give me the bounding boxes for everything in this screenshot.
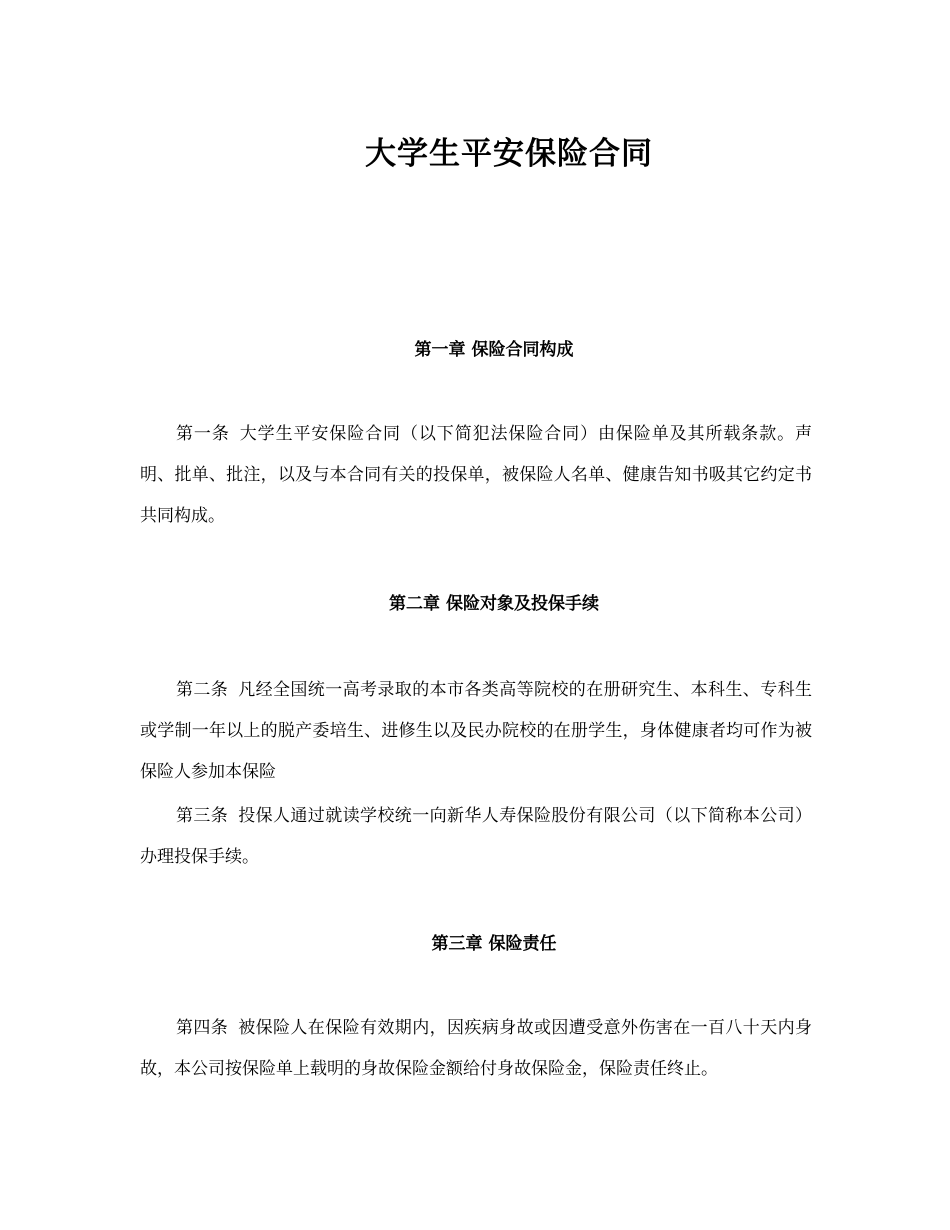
chapter-1-heading: 第一章 保险合同构成 xyxy=(414,340,574,360)
chapter-3-heading: 第三章 保险责任 xyxy=(431,934,557,954)
document-title: 大学生平安保险合同 xyxy=(365,136,653,172)
article-4-text: 被保险人在保险有效期内，因疾病身故或因遭受意外伤害在一百八十天内身故，本公司按保险单上载明的身故保险金额给付身故保险金，保险责任终止。 xyxy=(140,1018,813,1079)
article-3 xyxy=(140,796,812,878)
article-3-number: 第三条 xyxy=(176,806,229,826)
article-1 xyxy=(140,414,812,537)
article-4 xyxy=(140,1008,812,1090)
article-2-text: 凡经全国统一高考录取的本市各类高等院校的在册研究生、本科生、专科生或学制一年以上的脱产委培生、进修生以及民办院校的在册学生，身体健康者均可作为被保险人参加本保险 xyxy=(140,680,813,782)
chapter-2-heading: 第二章 保险对象及投保手续 xyxy=(389,594,599,614)
article-2 xyxy=(140,670,812,793)
article-1-number: 第一条 xyxy=(176,424,230,444)
article-1-text: 大学生平安保险合同（以下简犯法保险合同）由保险单及其所载条款。声明、批单、批注，以及与本合同有关的投保单，被保险人名单、健康告知书吸其它约定书共同构成。 xyxy=(140,424,813,526)
article-4-number: 第四条 xyxy=(176,1018,229,1038)
article-2-number: 第二条 xyxy=(176,680,229,700)
article-3-text: 投保人通过就读学校统一向新华人寿保险股份有限公司（以下简称本公司）办理投保手续。 xyxy=(140,806,813,867)
